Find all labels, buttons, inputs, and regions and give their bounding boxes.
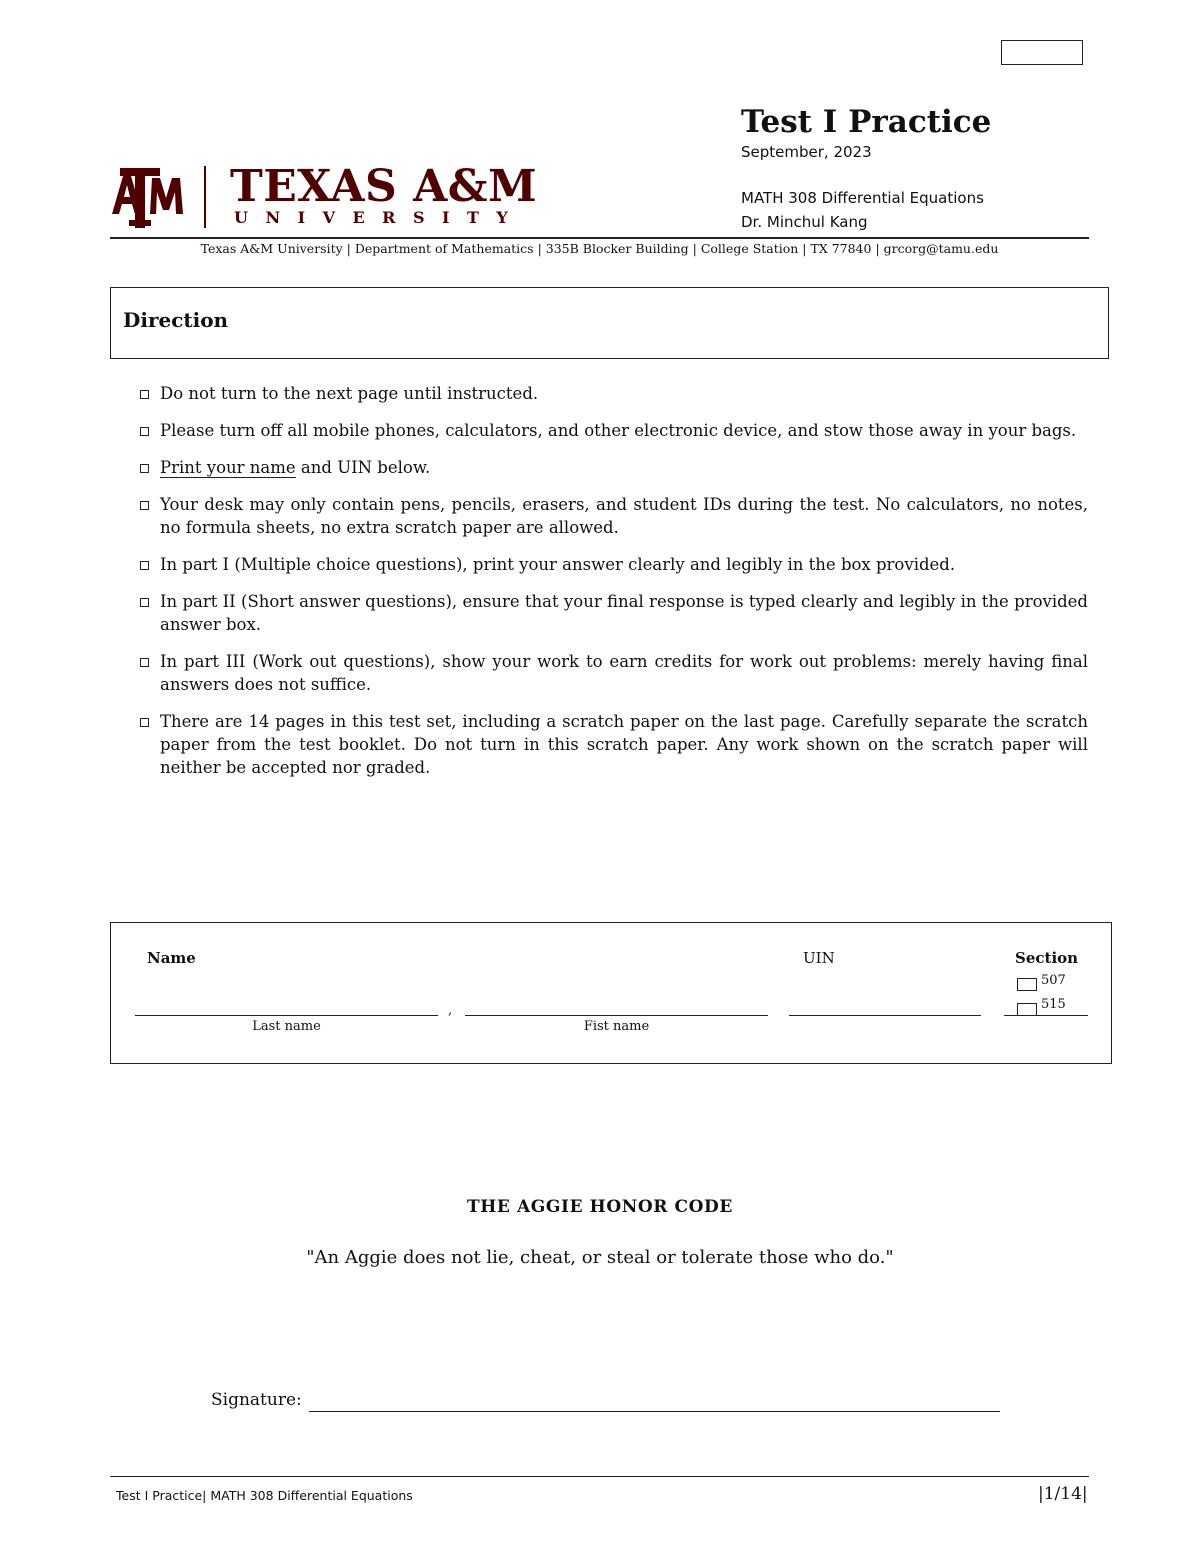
direction-item: [140, 553, 1088, 576]
direction-text: There are 14 pages in this test set, including a scratch paper on the last page. Carefully separate the scratch paper from the test booklet. Do not turn in this scratch paper. Any work shown on the scratch paper will neither be accepted nor graded.: [160, 712, 1088, 777]
logo-wordmark: TEXAS A&M: [230, 161, 538, 212]
checkbox-bullet-icon: [140, 718, 149, 727]
checkbox-bullet-icon: [140, 561, 149, 570]
signature-field[interactable]: [309, 1411, 1000, 1412]
uin-field[interactable]: [789, 1015, 981, 1016]
logo-subtitle: UNIVERSITY: [234, 208, 526, 227]
checkbox-bullet-icon: [140, 464, 149, 473]
direction-text: and UIN below.: [295, 458, 431, 477]
checkbox-bullet-icon: [140, 501, 149, 510]
checkbox-bullet-icon: [140, 390, 149, 399]
page-number: |1/14|: [1038, 1484, 1088, 1504]
checkbox-bullet-icon: [140, 598, 149, 607]
department-address: Texas A&M University | Department of Mathematics | 335B Blocker Building | College Station | TX 77840 | grcorg@tamu.edu: [200, 241, 999, 256]
signature-label: Signature:: [211, 1390, 302, 1410]
direction-text: In part II (Short answer questions), ensure that your final response is typed clearly and legibly in the provided answer box.: [160, 592, 1088, 634]
last-name-field[interactable]: [135, 1015, 438, 1016]
section-option-label: 515: [1041, 997, 1066, 1012]
uin-label: UIN: [803, 949, 835, 967]
direction-text: In part III (Work out questions), show your work to earn credits for work out problems: merely having final answers does not suffice.: [160, 652, 1088, 694]
direction-item: [140, 493, 1088, 539]
direction-item: [140, 419, 1088, 442]
footer-title: Test I Practice| MATH 308 Differential Equations: [116, 1488, 413, 1503]
header-rule: [110, 237, 1089, 239]
direction-item: [140, 456, 1088, 479]
last-name-caption: Last name: [252, 1019, 321, 1034]
student-info-box: [110, 922, 1112, 1064]
direction-text: Please turn off all mobile phones, calculators, and other electronic device, and stow those away in your bags.: [160, 421, 1077, 440]
direction-item: [140, 590, 1088, 636]
direction-item: [140, 382, 1088, 405]
section-option-label: 507: [1041, 973, 1066, 988]
course-name: MATH 308 Differential Equations: [741, 189, 984, 207]
section-checkbox-507[interactable]: [1017, 978, 1037, 991]
section-line: [1004, 1015, 1088, 1016]
section-label: Section: [1015, 949, 1079, 967]
first-name-field[interactable]: [465, 1015, 768, 1016]
direction-box: [110, 287, 1109, 359]
name-label: Name: [147, 949, 196, 967]
checkbox-bullet-icon: [140, 427, 149, 436]
first-name-caption: Fist name: [583, 1019, 650, 1034]
honor-code-quote: "An Aggie does not lie, cheat, or steal or tolerate those who do.": [306, 1247, 894, 1268]
direction-item: [140, 650, 1088, 696]
tamu-logo: [110, 161, 538, 230]
direction-title: Direction: [123, 308, 229, 332]
page-title: Test I Practice: [741, 104, 992, 140]
logo-divider: [204, 166, 206, 228]
direction-text: Your desk may only contain pens, pencils, erasers, and student IDs during the test. No calculators, no notes, no formula sheets, no extra scratch paper are allowed.: [160, 495, 1088, 537]
exam-date: September, 2023: [741, 143, 872, 161]
honor-code-title: THE AGGIE HONOR CODE: [467, 1197, 733, 1217]
footer-rule: [110, 1476, 1089, 1477]
checkbox-bullet-icon: [140, 658, 149, 667]
direction-underlined-text: Print your name: [160, 458, 296, 477]
atm-logo-icon: [110, 164, 186, 230]
direction-item: [140, 710, 1088, 779]
direction-list: [140, 382, 1088, 793]
score-box: [1001, 40, 1083, 65]
name-separator: ,: [448, 1003, 453, 1018]
instructor-name: Dr. Minchul Kang: [741, 213, 868, 231]
direction-text: Do not turn to the next page until instructed.: [160, 384, 539, 403]
direction-text: In part I (Multiple choice questions), print your answer clearly and legibly in the box provided.: [160, 555, 956, 574]
